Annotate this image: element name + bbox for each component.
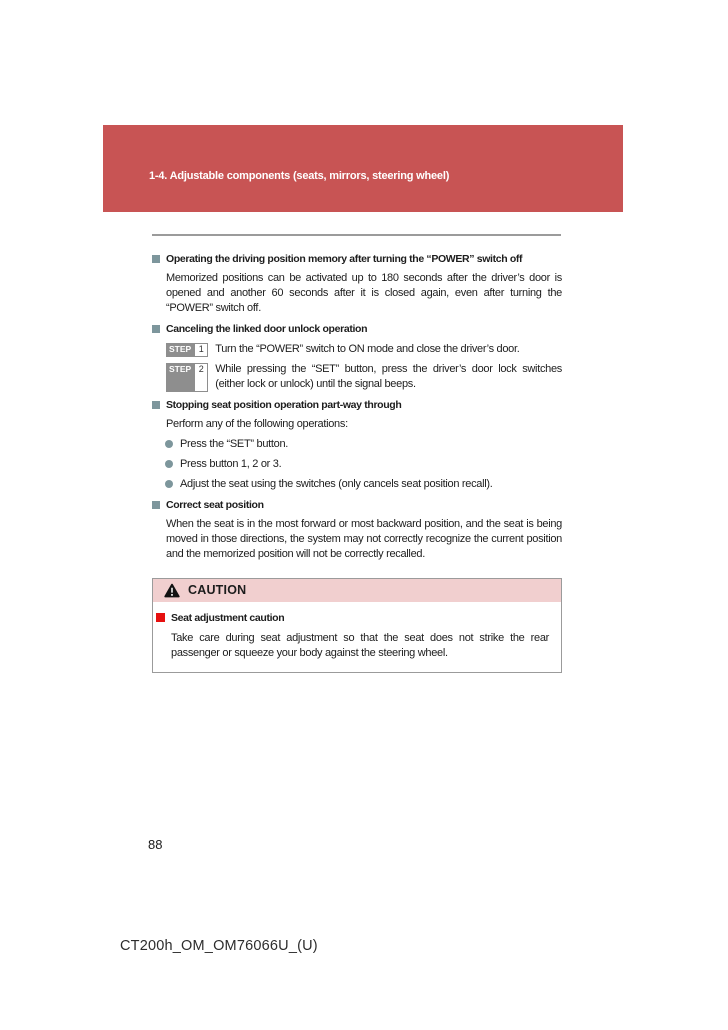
warning-triangle-icon (164, 583, 180, 598)
section-heading (152, 322, 562, 337)
list-item (165, 437, 562, 452)
list-item (165, 457, 562, 472)
square-bullet-icon (152, 401, 160, 409)
divider (152, 234, 561, 236)
list-item-text: Adjust the seat using the switches (only cancels seat position recall). (180, 478, 493, 490)
section-paragraph: Memorized positions can be activated up to 180 seconds after the driver’s door is opened and another 60 seconds after it is closed again, even after turning the “POWER” switch off. (166, 272, 562, 314)
step-badge-label: STEP (166, 363, 194, 392)
square-bullet-icon (152, 255, 160, 263)
section-heading-text: Stopping seat position operation part-way through (166, 399, 402, 411)
document-code: CT200h_OM_OM76066U_(U) (120, 938, 318, 954)
section-heading (152, 398, 562, 413)
list-item-text: Press button 1, 2 or 3. (180, 458, 282, 470)
chapter-banner (103, 125, 623, 212)
step-item (166, 342, 562, 357)
step-badge-number: 1 (194, 343, 208, 357)
list-item (165, 477, 562, 492)
section-heading (152, 252, 562, 267)
step-badge (166, 363, 208, 392)
caution-box (152, 578, 562, 673)
caution-body (153, 602, 561, 672)
step-badge-label: STEP (166, 343, 194, 357)
caution-item-text: Take care during seat adjustment so that the seat does not strike the rear passenger or squeeze your body against the steering wheel. (171, 632, 549, 659)
section-heading-text: Operating the driving position memory after turning the “POWER” switch off (166, 253, 523, 265)
square-bullet-icon (152, 325, 160, 333)
red-square-bullet-icon (156, 613, 165, 622)
section-heading-text: Canceling the linked door unlock operation (166, 323, 368, 335)
caution-header (153, 579, 561, 602)
step-text: Turn the “POWER” switch to ON mode and close the driver’s door. (215, 343, 520, 355)
page-number: 88 (148, 837, 163, 852)
step-item (166, 362, 562, 392)
caution-item-heading-text: Seat adjustment caution (171, 612, 285, 624)
caution-item-heading (156, 611, 549, 626)
step-text: While pressing the “SET” button, press the driver’s door lock switches (either lock or unlock) until the signal beeps. (215, 363, 562, 390)
circle-bullet-icon (165, 440, 173, 448)
section-paragraph: When the seat is in the most forward or most backward position, and the seat is being moved in those directions, the system may not correctly recognize the current position and the memorized position will not be correctly recalled. (166, 518, 562, 560)
step-badge-number: 2 (194, 363, 208, 392)
section-heading-text: Correct seat position (166, 499, 264, 511)
section-intro: Perform any of the following operations: (166, 418, 348, 430)
caution-title: CAUTION (188, 583, 247, 597)
square-bullet-icon (152, 501, 160, 509)
breadcrumb: 1-4. Adjustable components (seats, mirrors, steering wheel) (149, 170, 450, 182)
circle-bullet-icon (165, 480, 173, 488)
page-content (152, 246, 562, 673)
circle-bullet-icon (165, 460, 173, 468)
step-badge (166, 343, 208, 357)
list-item-text: Press the “SET” button. (180, 438, 289, 450)
section-heading (152, 498, 562, 513)
